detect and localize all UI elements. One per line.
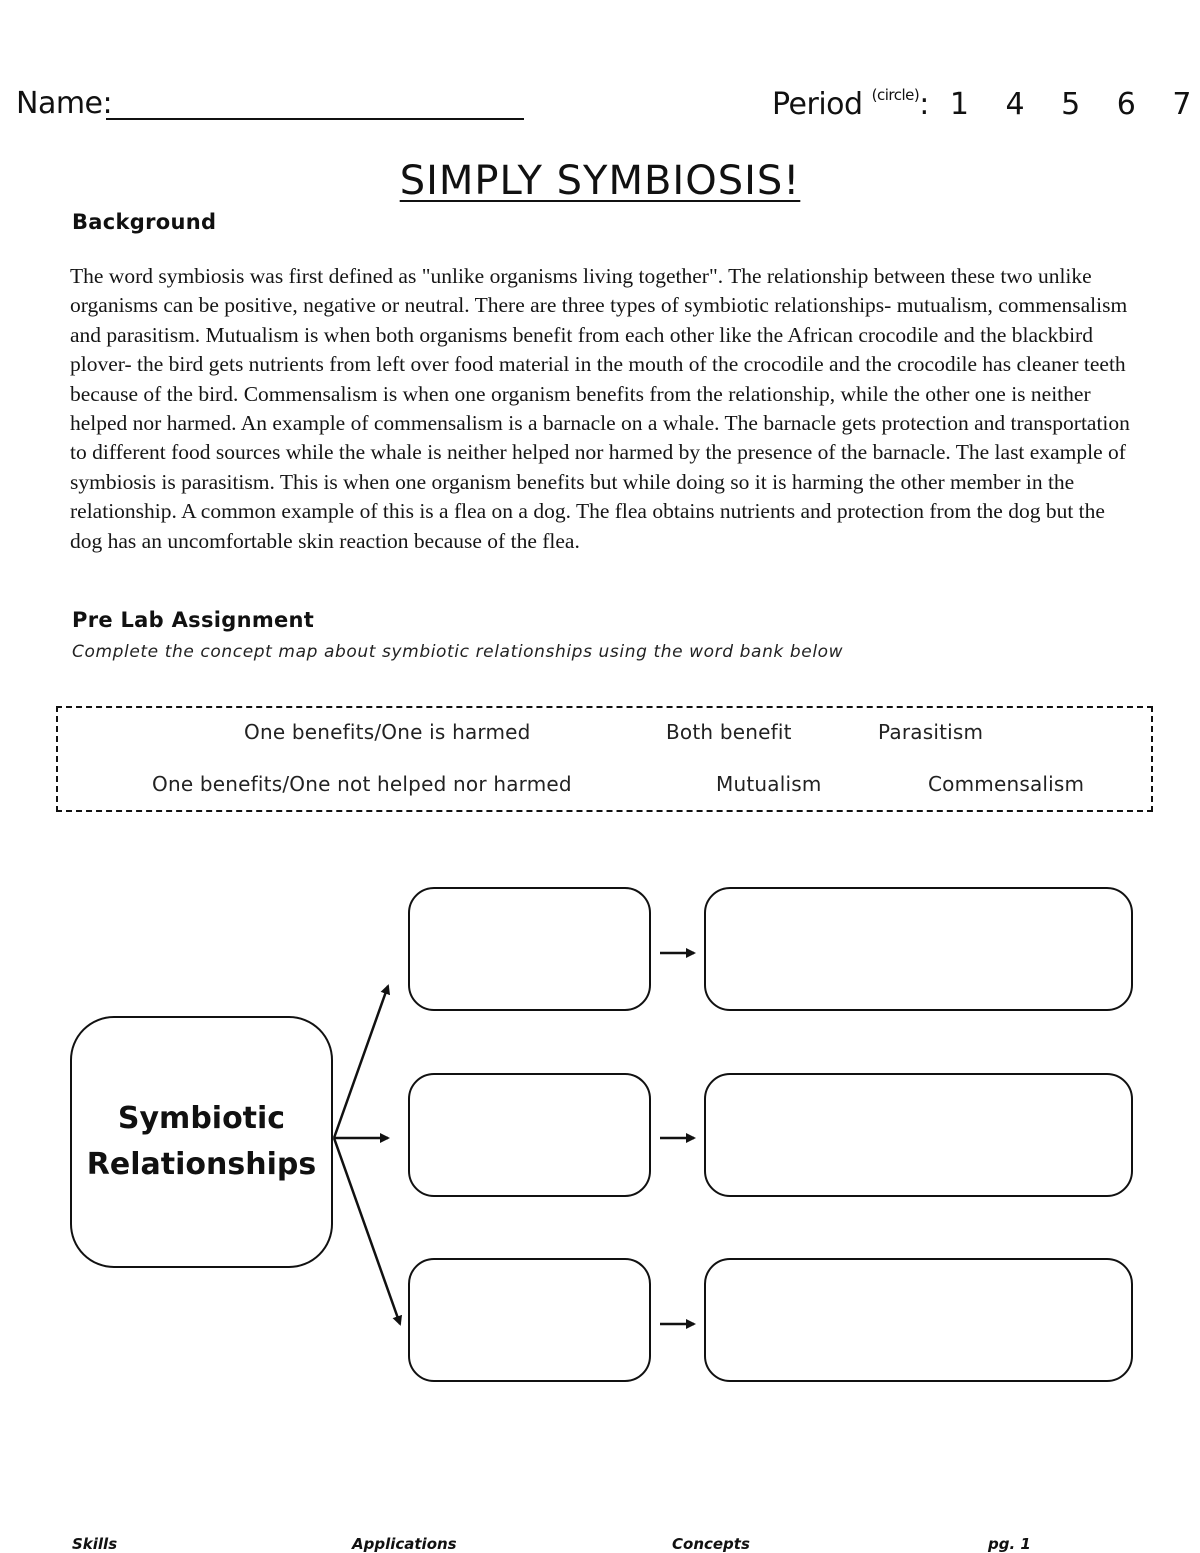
- prelab-heading: Pre Lab Assignment: [72, 608, 315, 632]
- word-bank-item: Parasitism: [878, 720, 984, 744]
- type-box-3[interactable]: [408, 1258, 651, 1382]
- word-bank-item: One benefits/One not helped nor harmed: [152, 772, 572, 796]
- page-title: SIMPLY SYMBIOSIS!: [399, 158, 801, 204]
- name-label: Name:: [16, 86, 113, 121]
- period-option-5[interactable]: 5: [1061, 87, 1080, 122]
- type-box-2[interactable]: [408, 1073, 651, 1197]
- period-option-1[interactable]: 1: [949, 87, 969, 122]
- center-label-line1: Symbiotic: [117, 1101, 286, 1136]
- word-bank-item: Commensalism: [928, 772, 1085, 796]
- period-option-7[interactable]: 7: [1172, 87, 1192, 122]
- period-circle-note: (circle): [871, 86, 920, 104]
- description-box-2[interactable]: [704, 1073, 1133, 1197]
- period-option-6[interactable]: 6: [1116, 87, 1136, 122]
- word-bank-item: One benefits/One is harmed: [244, 720, 531, 744]
- background-paragraph: The word symbiosis was first defined as "unlike organisms living together". The relationship between these two unlike organisms can be positive, negative or neutral. There are three types of symbiotic relationships- mutualism, commensalism and parasitism. Mutualism is when both organisms benefit from each other like the African crocodile and the blackbird plover- the bird gets nutrients from left over food material in the mouth of the crocodile and the crocodile has cleaner teeth because of the bird. Commensalism is when one organism benefits from the relationship, while the other one is neither helped nor harmed. An example of commensalism is a barnacle on a whale. The barnacle gets protection and transportation to different food sources while the whale is neither helped nor harmed by the presence of the barnacle. The last example of symbiosis is parasitism. This is when one organism benefits but while doing so it is harming the other member in the relationship. A common example of this is a flea on a dog. The flea obtains nutrients and protection from the dog but the dog has an uncomfortable skin reaction because of the flea.: [70, 264, 1130, 553]
- symbiotic-relationships-box: [70, 1016, 333, 1268]
- footer-skills: Skills: [72, 1535, 118, 1553]
- center-label-line2: Relationships: [86, 1147, 317, 1182]
- word-bank-item: Both benefit: [666, 720, 792, 744]
- period-option-4[interactable]: 4: [1005, 87, 1025, 122]
- type-box-1[interactable]: [408, 887, 651, 1011]
- period-label: Period: [772, 87, 863, 122]
- description-box-1[interactable]: [704, 887, 1133, 1011]
- word-bank-item: Mutualism: [716, 772, 822, 796]
- footer-applications: Applications: [352, 1535, 457, 1553]
- background-heading: Background: [72, 210, 217, 234]
- footer-concepts: Concepts: [672, 1535, 750, 1553]
- description-box-3[interactable]: [704, 1258, 1133, 1382]
- prelab-instruction: Complete the concept map about symbiotic relationships using the word bank below: [72, 642, 844, 662]
- footer-page-number: pg. 1: [988, 1535, 1031, 1553]
- period-colon: :: [919, 87, 929, 122]
